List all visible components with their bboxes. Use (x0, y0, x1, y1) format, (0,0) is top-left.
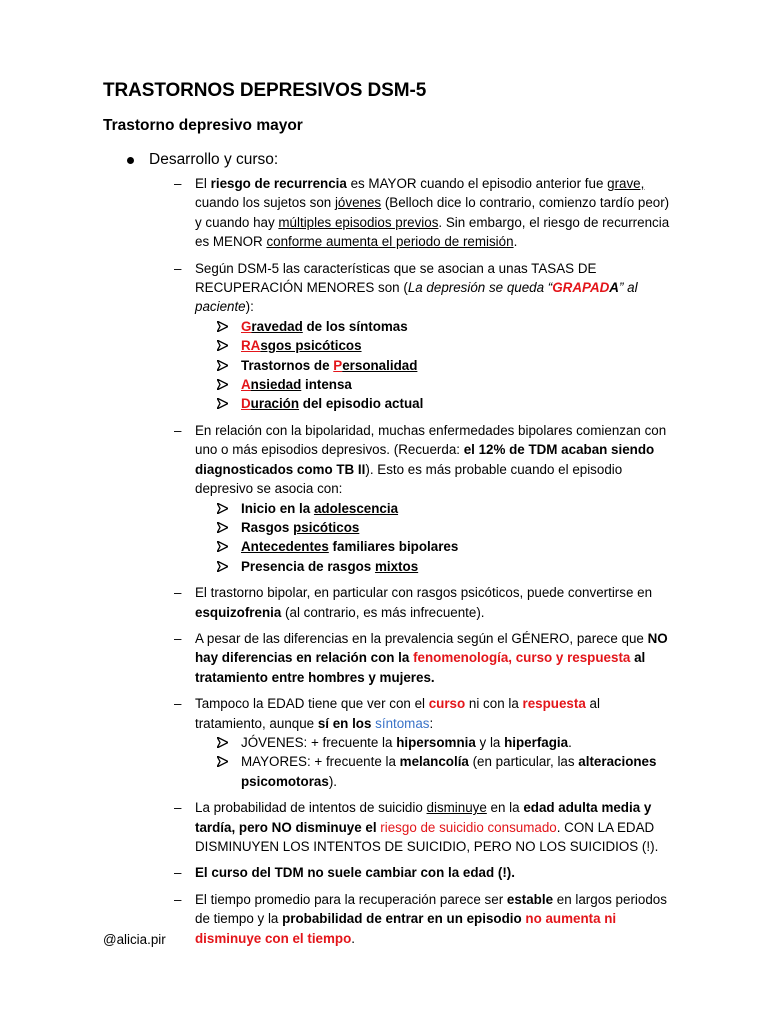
bullet-item (127, 151, 278, 169)
list-item (174, 421, 674, 576)
text-run: El tiempo promedio para la recuperación parece ser (195, 891, 507, 907)
sub-list-item (195, 394, 674, 413)
text-run: alteraciones psicomotoras (241, 754, 657, 789)
dash-bullet-icon: – (174, 630, 182, 646)
text-run: en la (486, 800, 524, 816)
text-run: es MAYOR cuando el episodio anterior fue (346, 176, 608, 191)
text-run: Inicio en la (241, 500, 314, 516)
text-run: jóvenes (334, 195, 382, 211)
text-run: estable (506, 891, 554, 907)
text-run: uración (250, 396, 300, 412)
sub-list-item (195, 356, 674, 375)
list-item-text (195, 421, 674, 499)
sub-list-item (195, 752, 674, 791)
arrowhead-bullet-icon (217, 340, 228, 351)
text-run: NO hay diferencias en relación con la (195, 630, 668, 666)
text-run: conforme aumenta el periodo de remisión (266, 234, 514, 250)
list-item-text (195, 694, 674, 733)
text-run: psicóticos (293, 519, 360, 535)
dash-bullet-icon: – (174, 176, 182, 191)
sub-list-item (195, 317, 674, 336)
text-run: La depresión se queda “ (407, 280, 553, 296)
arrowhead-bullet-icon (217, 503, 228, 514)
text-run: probabilidad de entrar en un episodio (282, 911, 526, 927)
arrowhead-bullet-icon (217, 321, 228, 332)
text-run: ” al paciente (195, 280, 638, 315)
text-run: El curso del TDM no suele cambiar con la edad (!). (195, 865, 515, 881)
text-run: nsiedad (250, 377, 302, 393)
text-run: GRAPAD (552, 280, 610, 296)
list-item-text (195, 890, 674, 948)
text-run: : (429, 715, 434, 731)
text-run: de los síntomas (302, 318, 408, 334)
text-run: al tratamiento, aunque (195, 696, 600, 731)
list-item-text (195, 629, 674, 687)
bullet-dot-icon (127, 157, 134, 164)
text-run: . Sin embargo, el riesgo de recurrencia es MENOR (195, 214, 670, 250)
sub-list (195, 499, 674, 577)
text-run: La probabilidad de intentos de suicidio (195, 800, 427, 816)
text-run: esquizofrenia (195, 604, 282, 620)
text-run: no aumenta ni disminuye con el tiempo (195, 911, 617, 946)
text-run: familiares bipolares (328, 539, 459, 555)
text-run: y la (475, 734, 505, 750)
list-item (174, 694, 674, 791)
sub-list-item (195, 733, 674, 752)
text-run: hipersomnia (396, 734, 476, 750)
text-run: riesgo de suicidio consumado (380, 819, 557, 835)
sub-list-item (195, 537, 674, 556)
text-run: . (513, 234, 518, 250)
text-run: riesgo de recurrencia (210, 176, 347, 191)
dash-bullet-icon: – (174, 800, 182, 816)
list-item (174, 890, 674, 948)
sub-list (195, 733, 674, 791)
dash-bullet-icon: – (174, 865, 182, 881)
list-item-text (195, 863, 674, 882)
text-run: intensa (301, 377, 352, 393)
list-item-text (195, 259, 674, 317)
text-run: melancolía (399, 754, 469, 770)
text-run: fenomenología, curso y respuesta (413, 650, 631, 666)
dash-bullet-icon: – (174, 696, 182, 712)
arrowhead-bullet-icon (217, 561, 228, 572)
text-run: al tratamiento entre hombres y mujeres. (195, 650, 646, 685)
text-run: G (241, 318, 252, 334)
text-run: ravedad (251, 318, 303, 334)
text-run: (al contrario, es más infrecuente). (281, 604, 485, 620)
text-run: cuando los sujetos son (195, 195, 335, 211)
text-run: ni con la (465, 696, 523, 712)
list-item-text (195, 798, 674, 856)
dash-list (174, 174, 674, 955)
text-run: . (568, 734, 572, 750)
arrowhead-bullet-icon (217, 398, 228, 409)
sub-list-item (195, 375, 674, 394)
text-run: A pesar de las diferencias en la prevalencia según el GÉNERO, parece que (195, 630, 648, 646)
text-run: A (241, 377, 251, 393)
arrowhead-bullet-icon (217, 756, 228, 767)
text-run: ): (245, 299, 254, 315)
text-run: ersonalidad (342, 357, 418, 373)
dash-bullet-icon: – (174, 585, 182, 601)
text-run: del episodio actual (299, 396, 424, 412)
text-run: (Belloch dice lo contrario, comienzo tardío peor) y cuando hay (195, 195, 670, 230)
arrowhead-bullet-icon (217, 379, 228, 390)
arrowhead-bullet-icon (217, 360, 228, 371)
list-item-text (195, 583, 674, 622)
text-run: Trastornos de (241, 357, 334, 373)
text-run: curso (428, 696, 466, 712)
text-run: D (241, 396, 251, 412)
dash-bullet-icon: – (174, 260, 182, 276)
list-item (174, 259, 674, 414)
sub-list-item (195, 336, 674, 355)
sub-list (195, 317, 674, 414)
document-title: TRASTORNOS DEPRESIVOS DSM-5 (103, 80, 427, 101)
text-run: En relación con la bipolaridad, muchas enfermedades bipolares comienzan con uno o más episodios depresivos. (Recuerda: (195, 422, 667, 458)
list-item (174, 629, 674, 687)
text-run: respuesta (522, 696, 586, 712)
arrowhead-bullet-icon (217, 541, 228, 552)
sub-list-item (195, 518, 674, 537)
text-run: disminuye (426, 800, 487, 816)
text-run: P (333, 357, 343, 373)
text-run: grave, (607, 176, 645, 191)
text-run: Según DSM-5 las características que se asocian a unas TASAS DE RECUPERACIÓN MENORES son ( (195, 260, 597, 296)
text-run: adolescencia (313, 500, 399, 516)
sub-list-item (195, 499, 674, 518)
list-item (174, 174, 674, 252)
text-run: múltiples episodios previos (278, 214, 439, 230)
text-run: El (195, 176, 211, 191)
sub-list-item (195, 557, 674, 576)
text-run: Tampoco la EDAD tiene que ver con el (195, 696, 429, 712)
text-run: edad adulta media y tardía, pero NO disminuye el (195, 800, 652, 835)
text-run: Antecedentes (241, 539, 329, 555)
dash-bullet-icon: – (174, 891, 182, 907)
list-item-text (195, 174, 674, 252)
text-run: A (609, 280, 619, 296)
text-run: Rasgos (241, 519, 294, 535)
arrowhead-bullet-icon (217, 522, 228, 533)
dash-bullet-icon: – (174, 422, 182, 438)
arrowhead-bullet-icon (217, 737, 228, 748)
text-run: sí en los (317, 715, 376, 731)
text-run: mixtos (374, 558, 419, 574)
text-run: . CON LA EDAD DISMINUYEN LOS INTENTOS DE SUICIDIO, PERO NO LOS SUICIDIOS (!). (195, 819, 659, 854)
text-run: . (351, 930, 355, 946)
text-run: hiperfagia (504, 734, 569, 750)
text-run: RA (241, 338, 261, 354)
list-item (174, 798, 674, 856)
text-run: ). Esto es más probable cuando el episodio depresivo se asocia con: (195, 461, 623, 497)
text-run: síntomas (375, 715, 430, 731)
text-run: sgos psicóticos (260, 338, 362, 354)
text-run: Presencia de rasgos (241, 558, 375, 574)
text-run: MAYORES: + frecuente la (241, 754, 400, 770)
list-item (174, 583, 674, 622)
bullet-label: Desarrollo y curso: (149, 151, 279, 168)
text-run: el 12% de TDM acaban siendo diagnosticados como TB II (195, 442, 655, 477)
text-run: ). (328, 773, 337, 789)
text-run: El trastorno bipolar, en particular con rasgos psicóticos, puede convertirse en (195, 585, 653, 601)
footer-handle: @alicia.pir (103, 932, 166, 947)
list-item (174, 863, 674, 882)
text-run: en largos periodos de tiempo y la (195, 891, 667, 927)
section-heading: Trastorno depresivo mayor (103, 117, 303, 134)
text-run: (en particular, las (468, 754, 579, 770)
text-run: JÓVENES: + frecuente la (241, 734, 397, 750)
